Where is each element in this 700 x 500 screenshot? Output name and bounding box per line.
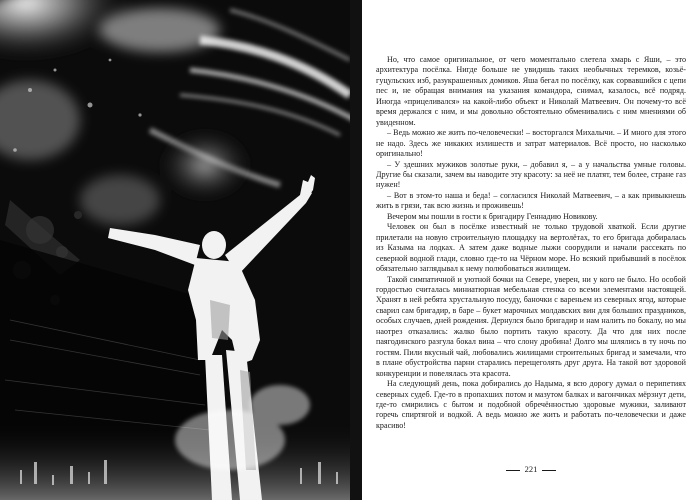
text-page <box>362 0 700 500</box>
paragraph: – У здешних мужиков золотые руки, – добавил я, – а у начальства умные головы. Другие бы сказали, зачем вы наводите эту красоту: за неё не платят, тем более, стране газ нужен! <box>376 159 686 190</box>
paragraph: Такой симпатичной и уютной бочки на Севере, уверен, ни у кого не было. Но особой гордостью считалась миниатюрная мебельная стенка со всеми элементами настоящей. Хранят в ней ребята хрустальную посуду, баночки с вареньем из северных ягод, которые сварил сам бригадир, в баре – букет марочных молдавских вин для больших праздников, особых случаев, дней рождения. Дернулся было бригадир и нам налить по бокалу, но мы наотрез отказались: жалко было портить такую красоту. Да что для них после паягодинского разгула бокал вина – что слону дробина! Долго мы шлялись в ту ночь по гостям. Пили вкусный чай, любовались жилищами строительных бригад и замечали, что в плане обустройства парни старались перещеголять друг друга. На такой вот здоровой конкуренции и повелялась эта красота. <box>376 274 686 378</box>
folio-dash-right <box>542 470 556 471</box>
paragraph: Но, что самое оригинальное, от чего моментально слетела хмарь с Яши, – это архитектура посёлка. Нигде больше не увидишь таких необычных теремков, козьё-гуцульских изб, разукрашенных домиков. Яша бегал по посёлку, как сорвавшийся с цепи пес и, не обращая внимания на указания командора, снимал, казалось, всё подряд. Иногда «прицеливался» на какой-либо объект и Николай Матвеевич. Он почему-то всё время держался с ним, и мы довольно обстоятельно обменивались с ним мнениями об увиденном. <box>376 55 686 127</box>
folio-dash-left <box>506 470 520 471</box>
paragraph: Человек он был в посёлке известный не только трудовой хваткой. Если другие прилетали на новую строительную площадку на вертолётах, то его бригада добиралась из Казыма на лодках. А затем даже водные лыжи соорудили и начали рассекать по северной водной глади, словно где-то на Чёрном море. Но всякий прибывший в посёлок обязательно заглядывал к нему полюбоваться жилищем. <box>376 222 686 274</box>
paragraph: На следующий день, пока добирались до Надыма, я всю дорогу думал о перипетиях северных судеб. Где-то в пропахших потом и мазутом балках и вагончиках мёрзнут дети, где-то смирились с бытом и подобной обречённостью здоровые мужики, заливают горечь спиртягой и водкой. А ведь можно же жить и работать по-человечески и даже красиво! <box>376 379 686 430</box>
body-text <box>376 55 686 431</box>
paragraph: – Вот в этом-то наша и беда! – согласился Николай Матвеевич, – а как привыкнешь жить в грязи, так всю жизнь и проживешь! <box>376 190 686 211</box>
paragraph: Вечером мы пошли в гости к бригадиру Геннадию Новикову. <box>387 211 598 221</box>
paragraph: – Ведь можно же жить по-человечески! – восторгался Михалычи. – И много для этого не надо. Здесь же никаких излишеств и затрат материалов. Всё просто, но насколько оригинально! <box>376 128 686 159</box>
page-number <box>362 464 700 474</box>
page-number-text: 221 <box>524 464 538 474</box>
